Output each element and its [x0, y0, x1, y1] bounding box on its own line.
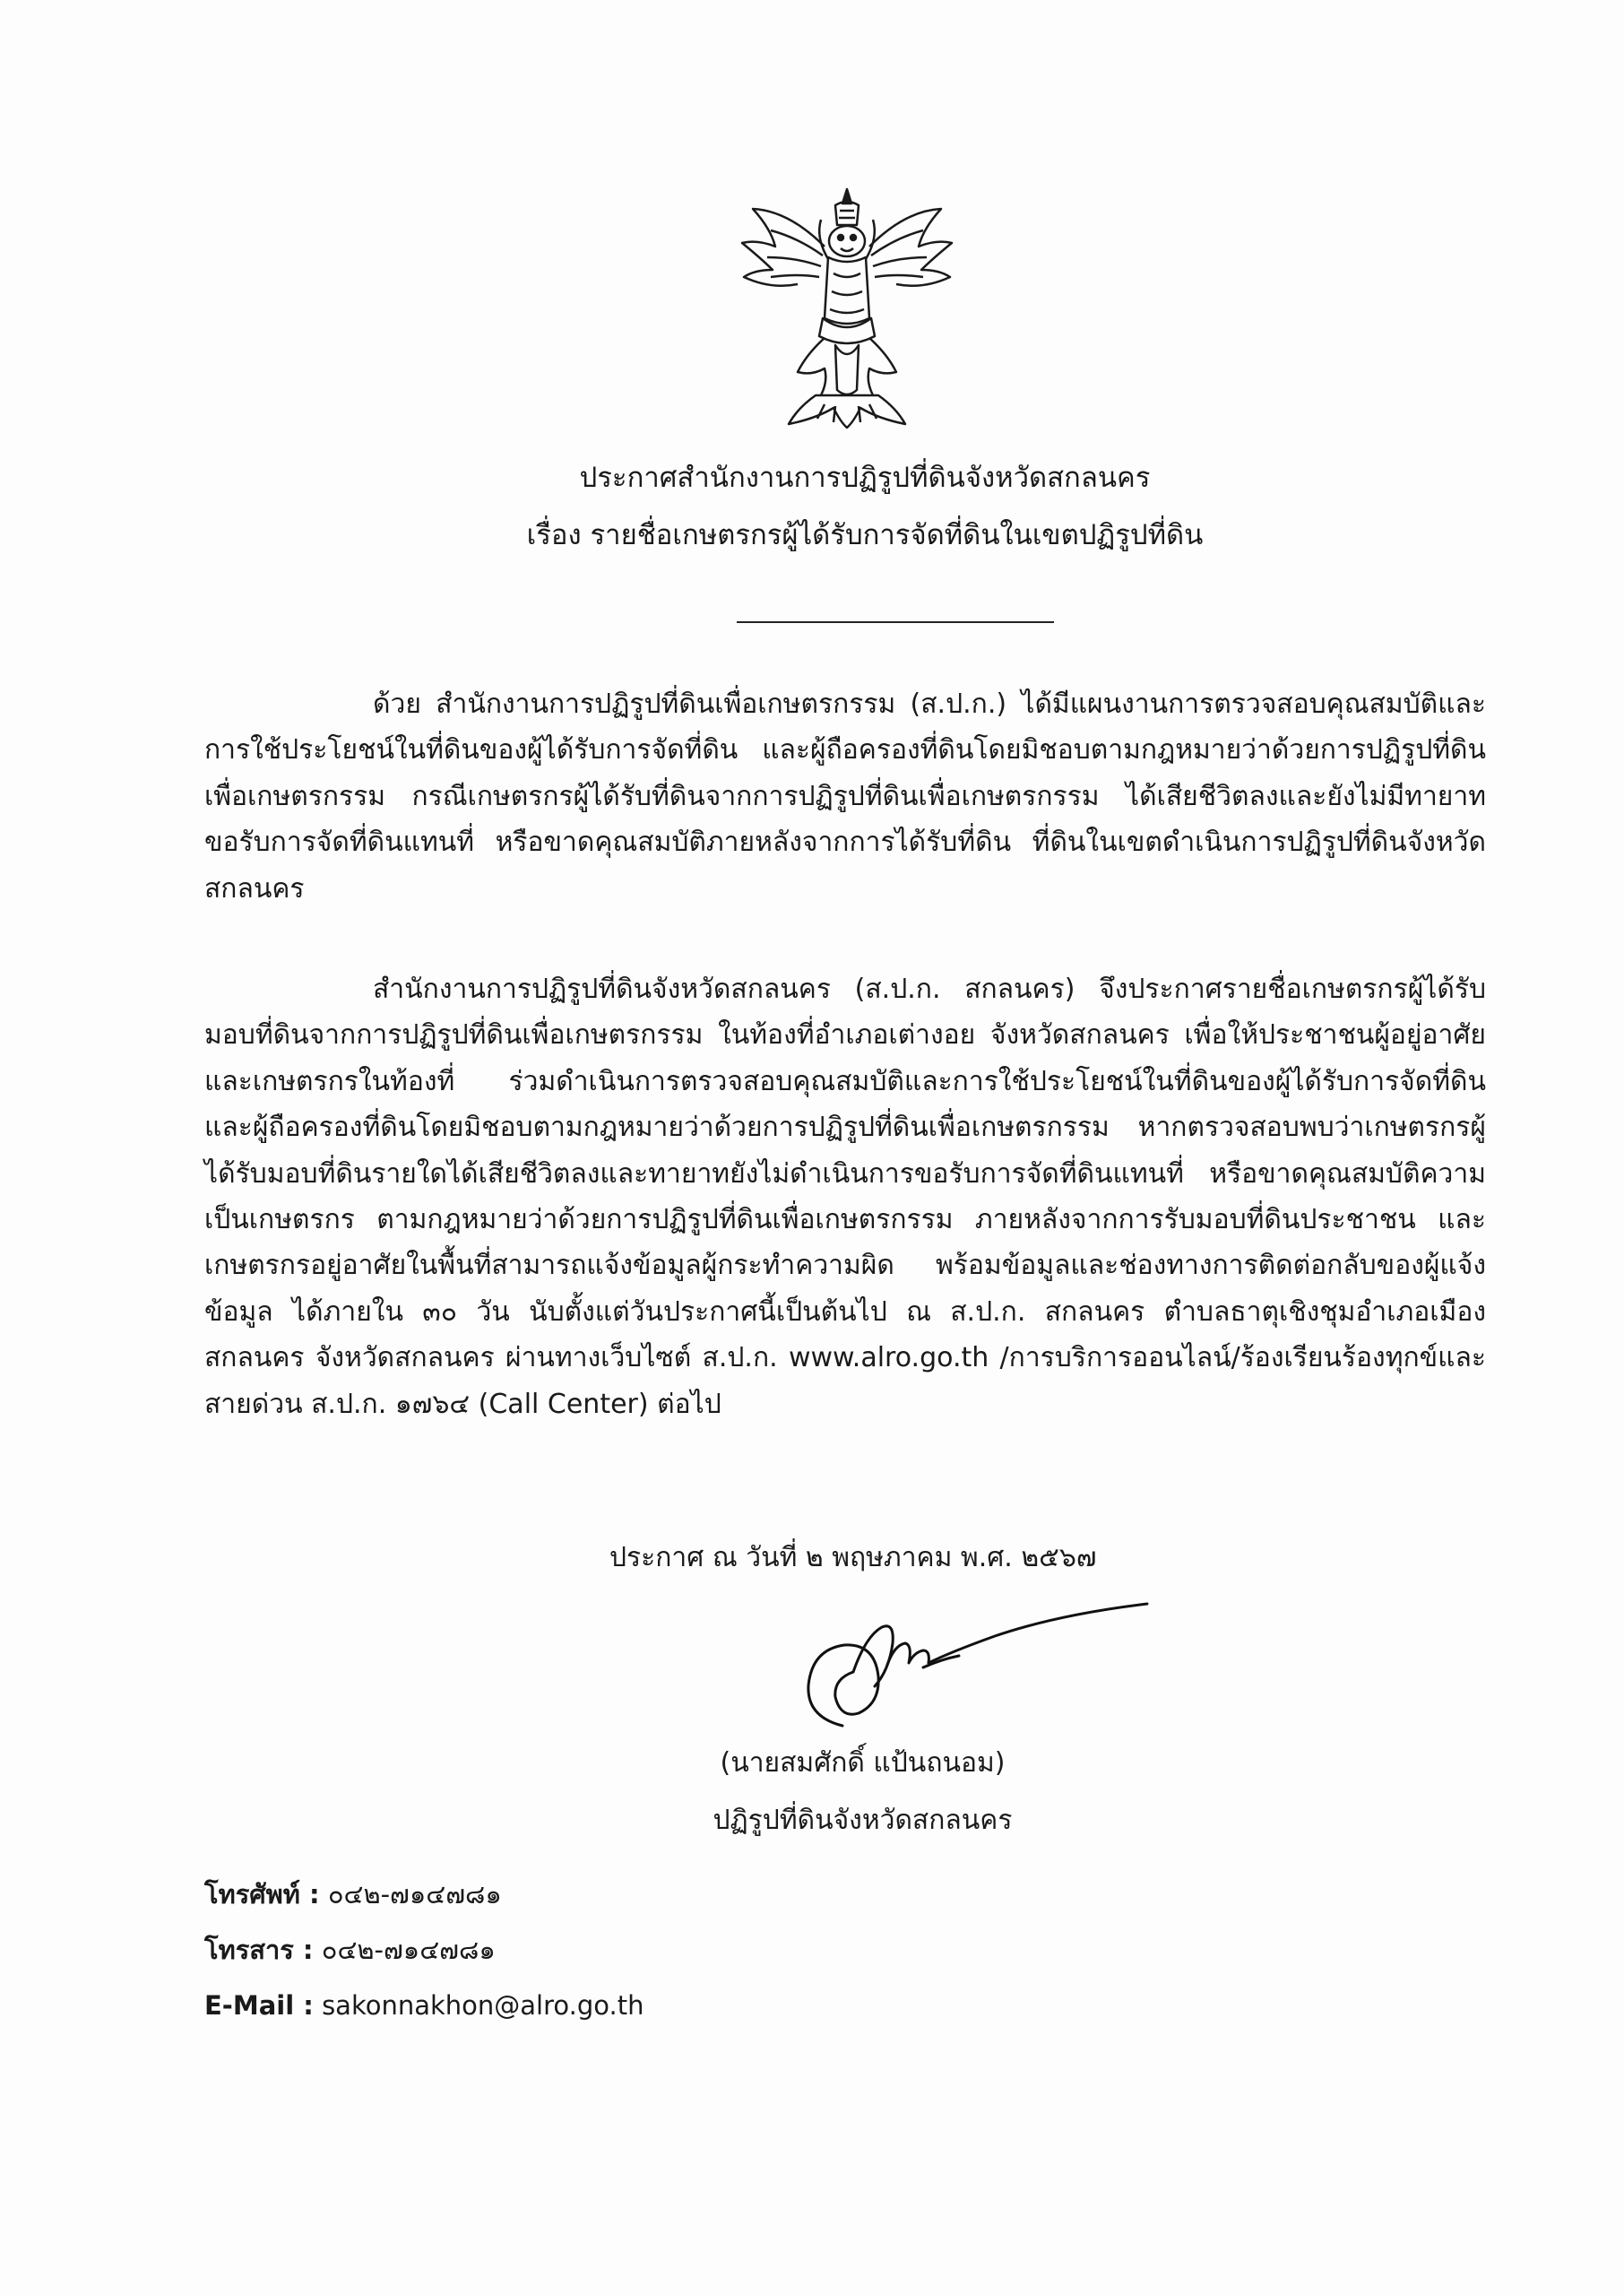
fax-label: โทรสาร :: [204, 1935, 314, 1965]
garuda-emblem: [735, 184, 959, 430]
email-label: E-Mail :: [204, 1990, 314, 2021]
fax-value: ๐๔๒-๗๑๔๗๘๑: [321, 1935, 496, 1965]
title-divider: [737, 621, 1054, 623]
signer-position: ปฏิรูปที่ดินจังหวัดสกลนคร: [713, 1805, 1013, 1836]
signer-name: (นายสมศักดิ์ แป้นถนอม): [720, 1747, 1006, 1779]
email-value[interactable]: sakonnakhon@alro.go.th: [322, 1990, 644, 2021]
contact-fax: [204, 1932, 496, 1968]
contact-phone: [204, 1876, 502, 1912]
announcement-subject: เรื่อง รายชื่อเกษตรกรผู้ได้รับการจัดที่ดินในเขตปฏิรูปที่ดิน: [526, 519, 1204, 551]
announcement-date: ประกาศ ณ วันที่ ๒ พฤษภาคม พ.ศ. ๒๕๖๗: [609, 1542, 1097, 1573]
contact-email: [204, 1988, 644, 2023]
handwritten-signature: [789, 1600, 1201, 1735]
body-paragraph-2: สำนักงานการปฏิรูปที่ดินจังหวัดสกลนคร (ส.ป.ก. สกลนคร) จึงประกาศรายชื่อเกษตรกรผู้ได้รับมอบที่ดินจากการปฏิรูปที่ดินเพื่อเกษตรกรรม ในท้องที่อำเภอเต่างอย จังหวัดสกลนคร เพื่อให้ประชาชนผู้อยู่อาศัยและเกษตรกรในท้องที่ ร่วมดำเนินการตรวจสอบคุณสมบัติและการใช้ประโยชน์ในที่ดินของผู้ได้รับการจัดที่ดิน และผู้ถือครองที่ดินโดยมิชอบตามกฎหมายว่าด้วยการปฏิรูปที่ดินเพื่อเกษตรกรรม หากตรวจสอบพบว่าเกษตรกรผู้ได้รับมอบที่ดินรายใดได้เสียชีวิตลงและทายาทยังไม่ดำเนินการขอรับการจัดที่ดินแทนที่ หรือขาดคุณสมบัติความเป็นเกษตรกร ตามกฎหมายว่าด้วยการปฏิรูปที่ดินเพื่อเกษตรกรรม ภายหลังจากการรับมอบที่ดินประชาชน และเกษตรกรอยู่อาศัยในพื้นที่สามารถแจ้งข้อมูลผู้กระทำความผิด พร้อมข้อมูลและช่องทางการติดต่อกลับของผู้แจ้งข้อมูล ได้ภายใน ๓๐ วัน นับตั้งแต่วันประกาศนี้เป็นต้นไป ณ ส.ป.ก. สกลนคร ตำบลธาตุเชิงชุมอำเภอเมืองสกลนคร จังหวัดสกลนคร ผ่านทางเว็บไซต์ ส.ป.ก. www.alro.go.th /การบริการออนไลน์/ร้องเรียนร้องทุกข์และสายด่วน ส.ป.ก. ๑๗๖๔ (Call Center) ต่อไป: [204, 974, 1486, 1420]
phone-value: ๐๔๒-๗๑๔๗๘๑: [327, 1879, 502, 1910]
body-paragraph-1: ด้วย สำนักงานการปฏิรูปที่ดินเพื่อเกษตรกรรม (ส.ป.ก.) ได้มีแผนงานการตรวจสอบคุณสมบัติและการใช้ประโยชน์ในที่ดินของผู้ได้รับการจัดที่ดิน และผู้ถือครองที่ดินโดยมิชอบตามกฎหมายว่าด้วยการปฏิรูปที่ดินเพื่อเกษตรกรรม กรณีเกษตรกรผู้ได้รับที่ดินจากการปฏิรูปที่ดินเพื่อเกษตรกรรม ได้เสียชีวิตลงและยังไม่มีทายาทขอรับการจัดที่ดินแทนที่ หรือขาดคุณสมบัติภายหลังจากการได้รับที่ดิน ที่ดินในเขตดำเนินการปฏิรูปที่ดินจังหวัดสกลนคร: [204, 688, 1486, 905]
announcement-title: ประกาศสำนักงานการปฏิรูปที่ดินจังหวัดสกลนคร: [579, 462, 1151, 494]
phone-label: โทรศัพท์ :: [204, 1879, 320, 1910]
